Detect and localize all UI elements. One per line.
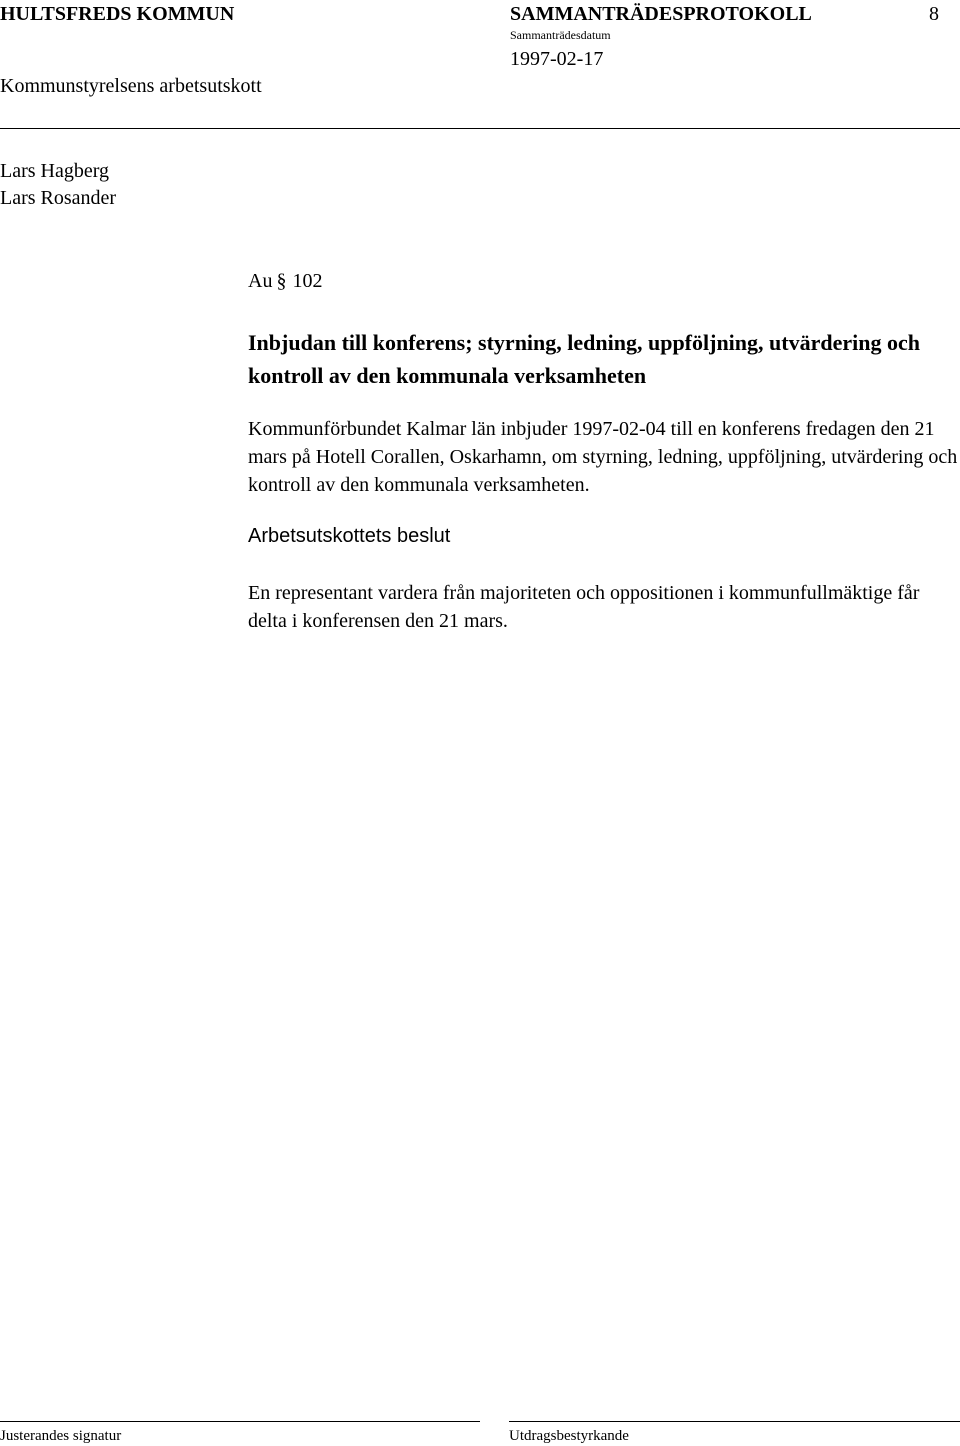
meeting-date: 1997-02-17 [510, 48, 604, 70]
item-intro-paragraph: Kommunförbundet Kalmar län inbjuder 1997-02-04 till en konferens fredagen den 21 mars på Hotell Corallen, Oskarhamn, om styrning, ledning, uppföljning, utvärdering och kontroll av den kommunala verksamheten. [248, 418, 958, 496]
page-number: 8 [929, 3, 939, 25]
signature-line [0, 1421, 480, 1422]
section-prefix: Au [248, 270, 273, 292]
attendee-name: Lars Rosander [0, 187, 117, 209]
decision-paragraph: En representant vardera från majoriteten och oppositionen i kommunfullmäktige får delta i konferensen den 21 mars. [248, 582, 920, 632]
section-symbol: § [276, 270, 287, 292]
organization-name: HULTSFREDS KOMMUN [0, 3, 235, 25]
attendee-name: Lars Hagberg [0, 160, 110, 182]
certification-label: Utdragsbestyrkande [509, 1428, 629, 1444]
document-title: SAMMANTRÄDESPROTOKOLL [510, 3, 812, 25]
committee-name: Kommunstyrelsens arbetsutskott [0, 75, 262, 97]
certification-line [509, 1421, 960, 1422]
decision-heading: Arbetsutskottets beslut [248, 525, 451, 547]
section-number: 102 [292, 270, 323, 292]
signature-label: Justerandes signatur [0, 1428, 122, 1444]
item-heading: Inbjudan till konferens; styrning, ledning, uppföljning, utvärdering och kontroll av den kommunala verksamheten [248, 330, 920, 388]
section-reference [248, 270, 322, 293]
meeting-date-label: Sammanträdesdatum [510, 28, 611, 42]
header-divider [0, 128, 960, 129]
